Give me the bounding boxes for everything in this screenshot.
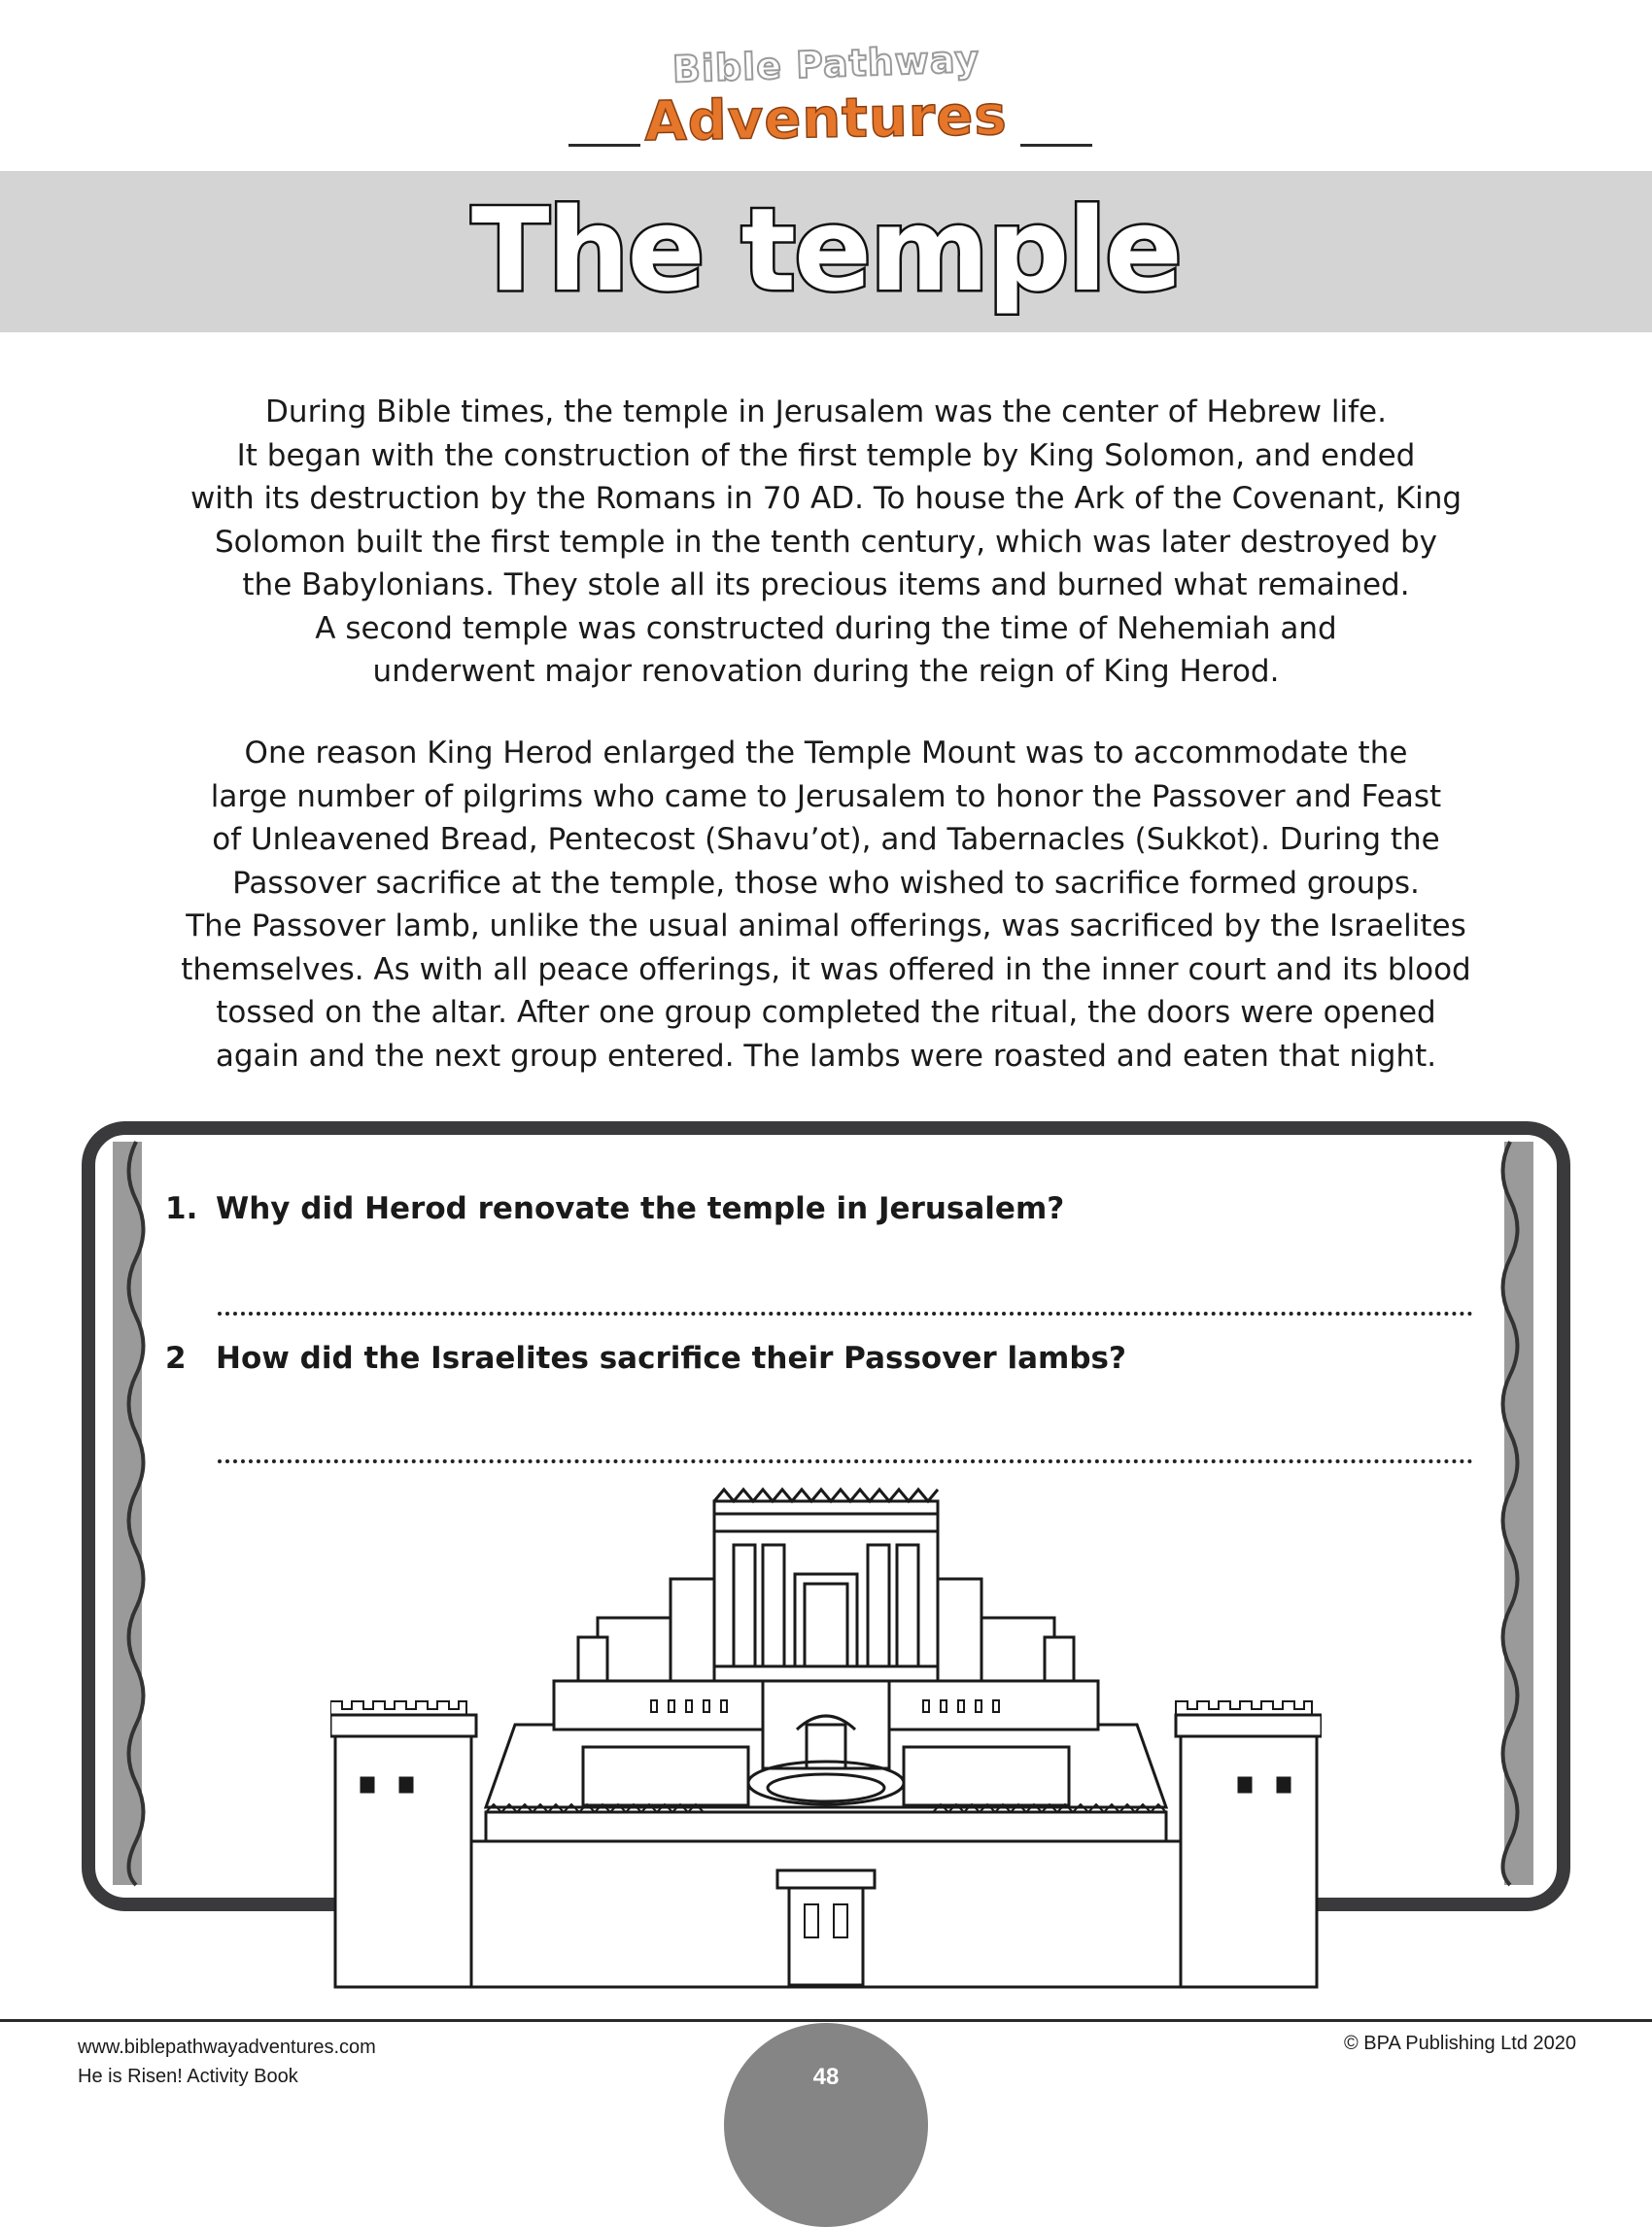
footer-book-title: He is Risen! Activity Book [78,2066,298,2087]
logo-text-main: Adventures [643,84,1009,154]
question-text: Why did Herod renovate the temple in Jerusalem? [216,1191,1065,1226]
footer-divider [0,2019,1652,2022]
text-line: themselves. As with all peace offerings, it was offered in the inner court and its blood [181,951,1471,987]
question-2 [165,1341,1126,1376]
text-line: underwent major renovation during the reign of King Herod. [372,654,1280,689]
text-line: tossed on the altar. After one group completed the ritual, the doors were opened [216,995,1436,1030]
footer-website-link[interactable]: www.biblepathwayadventures.com [78,2037,376,2058]
text-line: large number of pilgrims who came to Jerusalem to honor the Passover and Feast [210,778,1442,814]
answer-line-2[interactable] [218,1459,1473,1463]
footer-left [78,2033,376,2091]
question-1 [165,1191,1064,1226]
logo [0,39,1652,155]
right-decor-strip [1504,1142,1533,1885]
text-line: It began with the construction of the first temple by King Solomon, and ended [236,437,1416,473]
paragraph-passover [146,732,1506,1078]
question-number: 1. [165,1191,198,1226]
text-line: of Unleavened Bread, Pentecost (Shavu’ot), and Tabernacles (Sukkot). During the [212,822,1440,857]
footer-copyright: © BPA Publishing Ltd 2020 [1344,2033,1576,2054]
question-number: 2 [165,1341,187,1376]
temple-illustration [330,1487,1322,1992]
answer-line-1[interactable] [218,1312,1473,1316]
text-line: Solomon built the first temple in the tenth century, which was later destroyed by [215,524,1437,560]
page-number-tab [724,2023,928,2227]
logo-text-top: Bible Pathway [671,37,981,91]
text-line: During Bible times, the temple in Jerusalem was the center of Hebrew life. [265,394,1387,429]
text-line: the Babylonians. They stole all its precious items and burned what remained. [242,567,1410,602]
paragraph-intro [146,391,1506,694]
text-line: A second temple was constructed during the time of Nehemiah and [315,610,1337,646]
page-title: The temple [471,183,1181,317]
page-number: 48 [812,2064,840,2090]
text-line: Passover sacrifice at the temple, those who wished to sacrifice formed groups. [232,865,1420,901]
text-line: again and the next group entered. The lambs were roasted and eaten that night. [215,1038,1437,1074]
text-line: with its destruction by the Romans in 70 AD. To house the Ark of the Covenant, King [189,481,1463,516]
text-line: The Passover lamb, unlike the usual animal offerings, was sacrificed by the Israelites [186,908,1466,943]
question-text: How did the Israelites sacrifice their Passover lambs? [216,1341,1126,1376]
text-line: One reason King Herod enlarged the Temple Mount was to accommodate the [244,736,1408,771]
